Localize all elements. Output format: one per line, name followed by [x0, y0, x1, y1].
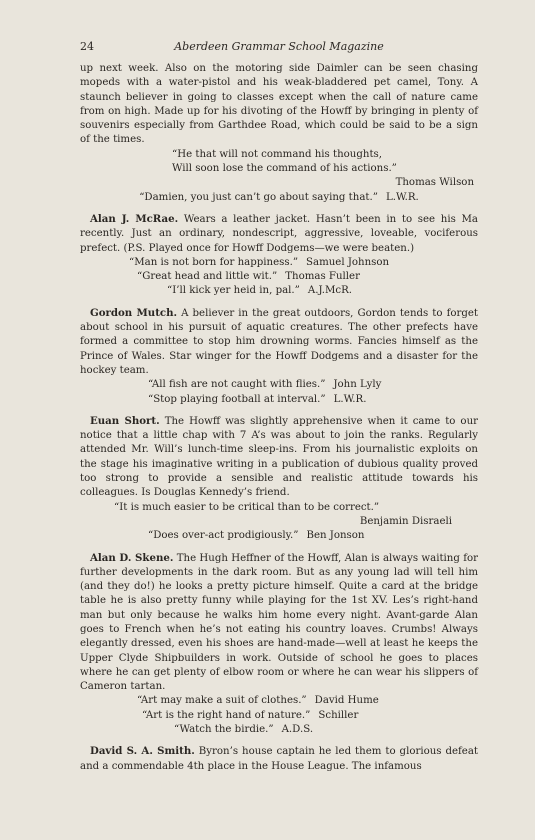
quote-text: “Great head and little wit.” [137, 271, 278, 283]
quote-line [80, 256, 478, 270]
intro-paragraph: up next week. Also on the motoring side Daimler can be seen chasing mopeds with a water-pistol and his weak-bladdered pet camel, Tony. A staunch believer in going to classes except when the call of nature came from on high. Made up for his divoting of the Howff by bringing in plenty of souvenirs especially from Garthdee Road, which could be said to be a sign of the times. [80, 63, 478, 146]
quote-line [80, 270, 478, 284]
quote-line [80, 284, 478, 298]
entry-text: The Howff was slightly apprehensive when it came to our notice that a little chap with 7 A’s was about to join the ranks. Regularly attended Mr. Will’s lunch-time sleep-ins. From his journalistic exploits on the stage his imaginative writing in a publication of dubious quality proved too strong to provide a sensible and realistic attitude towards his colleagues. Is Douglas Kennedy’s friend. [80, 415, 479, 499]
entry-mutch [80, 306, 478, 378]
quote-line [80, 393, 478, 407]
entry-text: Byron’s house captain he led them to glorious defeat and a commendable 4th place in the House League. The infamous [80, 746, 478, 772]
quote-author: A.D.S. [281, 724, 314, 736]
student-name: Gordon Mutch. [90, 306, 178, 319]
entry-skene [80, 551, 478, 695]
quote-author: Samuel Johnson [306, 256, 390, 268]
magazine-title: Aberdeen Grammar School Magazine [174, 40, 384, 53]
quote-author: John Lyly [333, 379, 382, 391]
quote-line [80, 378, 478, 392]
quote-line: Will soon lose the command of his actions.” [172, 163, 397, 175]
entry-smith [80, 744, 478, 774]
quote-text: “Does over-act prodigiously.” [148, 530, 299, 542]
quote-author: David Hume [314, 695, 379, 707]
entry-mcrae [80, 212, 478, 256]
article-body [80, 62, 478, 774]
quote-line [80, 723, 478, 737]
quote-line [80, 694, 478, 708]
quote-author: Schiller [318, 709, 359, 721]
page-number: 24 [80, 40, 94, 53]
student-name: Alan J. McRae. [90, 212, 179, 225]
quote-line [80, 529, 478, 543]
quote-text: “Damien, you just can’t go about saying that.” [139, 191, 378, 203]
quote-text: “All fish are not caught with flies.” [148, 379, 326, 391]
page-header [80, 40, 478, 58]
quote-text: “Stop playing football at interval.” [148, 393, 326, 405]
quote-author: L.W.R. [333, 393, 367, 405]
entry-short [80, 414, 478, 501]
entry-text: A believer in the great outdoors, Gordon tends to forget about school in his pursuit of aquatic creatures. The other prefects have formed a committee to stop him drowning worms. Fancies himself as the Prince of Wales. Star winger for the Howff Dodgems and a disaster for the hockey team. [80, 307, 478, 376]
entry-text: The Hugh Heffner of the Howff, Alan is always waiting for further developments in the dark room. But as any young lad will tell him (and they do!) he looks a pretty picture himself. Quite a card at the bridge table he is also pretty funny while playing for the 1st XV. Les’s right-hand man but only because he walks him home every night. Avant-garde Alan goes to French when he’s not eating his country loaves. Crumbs! Always elegantly dressed, even his shoes are hand-made—well at least he keeps the Upper Clyde Shipbuilders in work. Outside of school he goes to places where he can get plenty of elbow room or where he can wear his slippers of Cameron tartan. [80, 552, 478, 693]
quote-line [80, 709, 478, 723]
quote-line: “It is much easier to be critical than to be correct.” [114, 501, 380, 513]
quote-text: “Watch the birdie.” [174, 724, 274, 736]
student-name: David S. A. Smith. [90, 745, 195, 758]
quote-text: “Man is not born for happiness.” [129, 256, 299, 268]
quote-line: “He that will not command his thoughts, [172, 148, 383, 160]
quote-author: Thomas Wilson [395, 177, 474, 189]
student-name: Alan D. Skene. [90, 551, 174, 564]
quote-text: “Art is the right hand of nature.” [142, 709, 311, 721]
quote-author: A.J.McR. [307, 285, 353, 297]
quote-text: “I’ll kick yer heid in, pal.” [167, 285, 300, 297]
quote-author: Thomas Fuller [285, 271, 360, 283]
student-name: Euan Short. [90, 414, 160, 427]
quote-line [80, 191, 478, 205]
entry-text: Wears a leather jacket. Hasn’t been in to see his Ma recently. Just an ordinary, nondescript, aggressive, loveable, vociferous prefect. (P.S. Played once for Howff Dodgems—we were beaten.) [80, 213, 478, 254]
quote-text: “Art may make a suit of clothes.” [137, 695, 307, 707]
quote-author: Ben Jonson [306, 530, 365, 542]
quote-author: L.W.R. [385, 191, 419, 203]
quote-author: Benjamin Disraeli [359, 515, 452, 527]
